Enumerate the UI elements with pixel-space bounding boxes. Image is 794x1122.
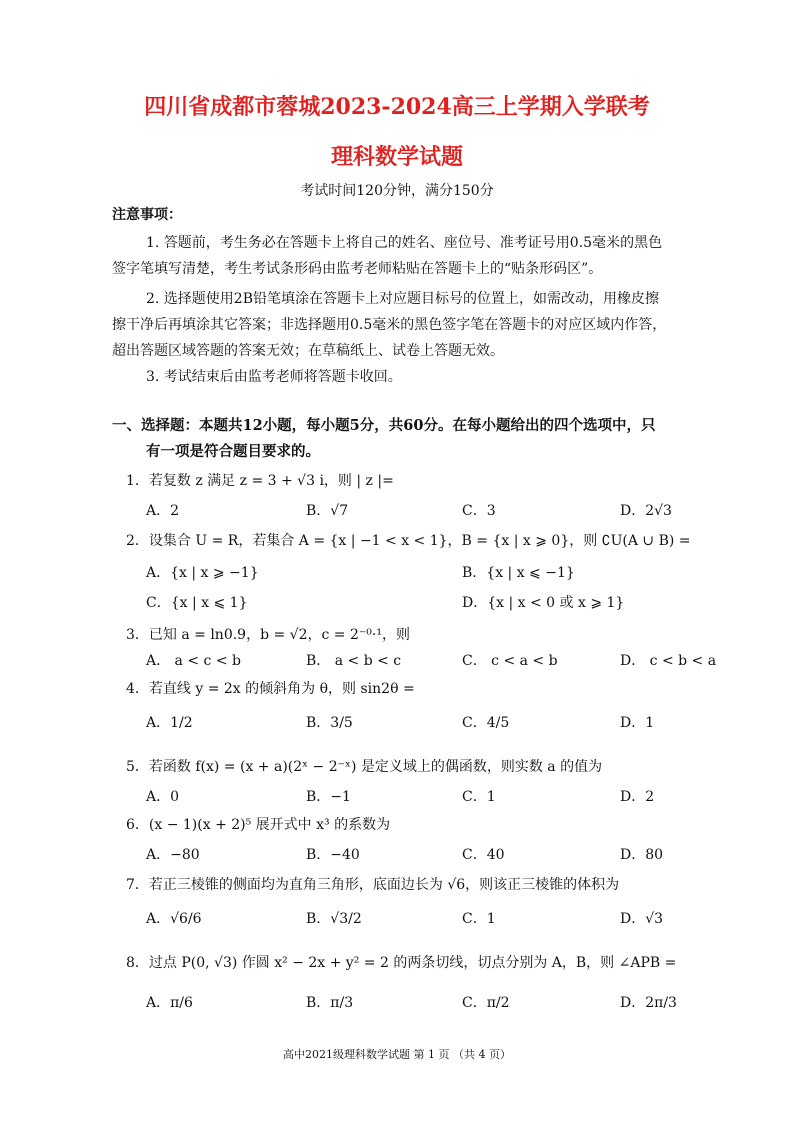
option-b: B．√7 [306, 503, 349, 519]
option-a: A．{x | x ⩾ −1} [146, 565, 259, 581]
option-b: B．−40 [306, 847, 360, 863]
option-b: B．{x | x ⩽ −1} [462, 565, 575, 581]
option-c: C．1 [462, 789, 496, 805]
page-subtitle: 理科数学试题 [330, 144, 463, 170]
question-stem: 5．若函数 f(x) = (x + a)(2ˣ − 2⁻ˣ) 是定义域上的偶函数，则实数 a 的值为 [126, 759, 603, 775]
question-stem: 2．设集合 U = R，若集合 A = {x | −1 < x < 1}，B = {x | x ⩾ 0}，则 ∁U(A ∪ B) = [126, 533, 691, 549]
option-d: D．80 [620, 847, 664, 863]
option-a: A． a < c < b [146, 653, 241, 669]
option-c: C．π/2 [462, 995, 510, 1011]
option-c: C．{x | x ⩽ 1} [146, 595, 248, 611]
exam-info: 考试时间120分钟，满分150分 [300, 183, 494, 199]
option-d: D．2π/3 [620, 995, 677, 1011]
option-d: D．{x | x < 0 或 x ⩾ 1} [462, 595, 625, 611]
option-a: A．0 [146, 789, 180, 805]
option-c: C．4/5 [462, 715, 510, 731]
option-b: B． a < b < c [306, 653, 402, 669]
question-stem: 8．过点 P(0, √3) 作圆 x² − 2x + y² = 2 的两条切线，切点分别为 A，B，则 ∠APB = [126, 955, 677, 971]
section-heading-cont: 有一项是符合题目要求的。 [146, 443, 320, 460]
option-c: C．1 [462, 911, 496, 927]
option-a: A．1/2 [146, 715, 193, 731]
option-c: C．40 [462, 847, 505, 863]
option-c: C．3 [462, 503, 496, 519]
option-d: D．1 [620, 715, 655, 731]
notice-heading: 注意事项： [112, 207, 182, 223]
page-footer: 高中2021级理科数学试题 第 1 页 （共 4 页） [283, 1048, 511, 1061]
option-a: A．π/6 [146, 995, 193, 1011]
option-a: A．−80 [146, 847, 200, 863]
option-b: B．−1 [306, 789, 351, 805]
option-b: B．√3/2 [306, 911, 362, 927]
option-b: B．π/3 [306, 995, 354, 1011]
option-a: A．2 [146, 503, 180, 519]
question-stem: 4．若直线 y = 2x 的倾斜角为 θ，则 sin2θ = [126, 681, 415, 697]
notice-line: 3. 考试结束后由监考老师将答题卡收回。 [146, 369, 402, 385]
option-d: D．2√3 [620, 503, 672, 519]
question-stem: 3．已知 a = ln0.9，b = √2，c = 2⁻⁰·¹，则 [126, 627, 410, 643]
question-stem: 1．若复数 z 满足 z = 3 + √3 i，则 | z |= [126, 473, 394, 489]
option-d: D．√3 [620, 911, 664, 927]
notice-line: 2. 选择题使用2B铅笔填涂在答题卡上对应题目标号的位置上，如需改动，用橡皮擦 [146, 291, 660, 307]
notice-line: 签字笔填写清楚，考生考试条形码由监考老师粘贴在答题卡上的“贴条形码区”。 [112, 261, 603, 277]
option-d: D． c < b < a [620, 653, 717, 669]
notice-line: 擦干净后再填涂其它答案；非选择题用0.5毫米的黑色签字笔在答题卡的对应区域内作答， [112, 317, 667, 333]
notice-line: 超出答题区域答题的答案无效；在草稿纸上、试卷上答题无效。 [112, 343, 504, 359]
page-title: 四川省成都市蓉城2023-2024高三上学期入学联考 [144, 94, 650, 120]
option-b: B．3/5 [306, 715, 353, 731]
option-a: A．√6/6 [146, 911, 202, 927]
option-c: C． c < a < b [462, 653, 558, 669]
section-heading: 一、选择题：本题共12小题，每小题5分，共60分。在每小题给出的四个选项中，只 [112, 417, 656, 434]
question-stem: 7．若正三棱锥的侧面均为直角三角形，底面边长为 √6，则该正三棱锥的体积为 [126, 877, 620, 893]
question-stem: 6．(x − 1)(x + 2)⁵ 展开式中 x³ 的系数为 [126, 817, 391, 833]
option-d: D．2 [620, 789, 655, 805]
notice-line: 1. 答题前，考生务必在答题卡上将自己的姓名、座位号、准考证号用0.5毫米的黑色 [146, 235, 663, 251]
